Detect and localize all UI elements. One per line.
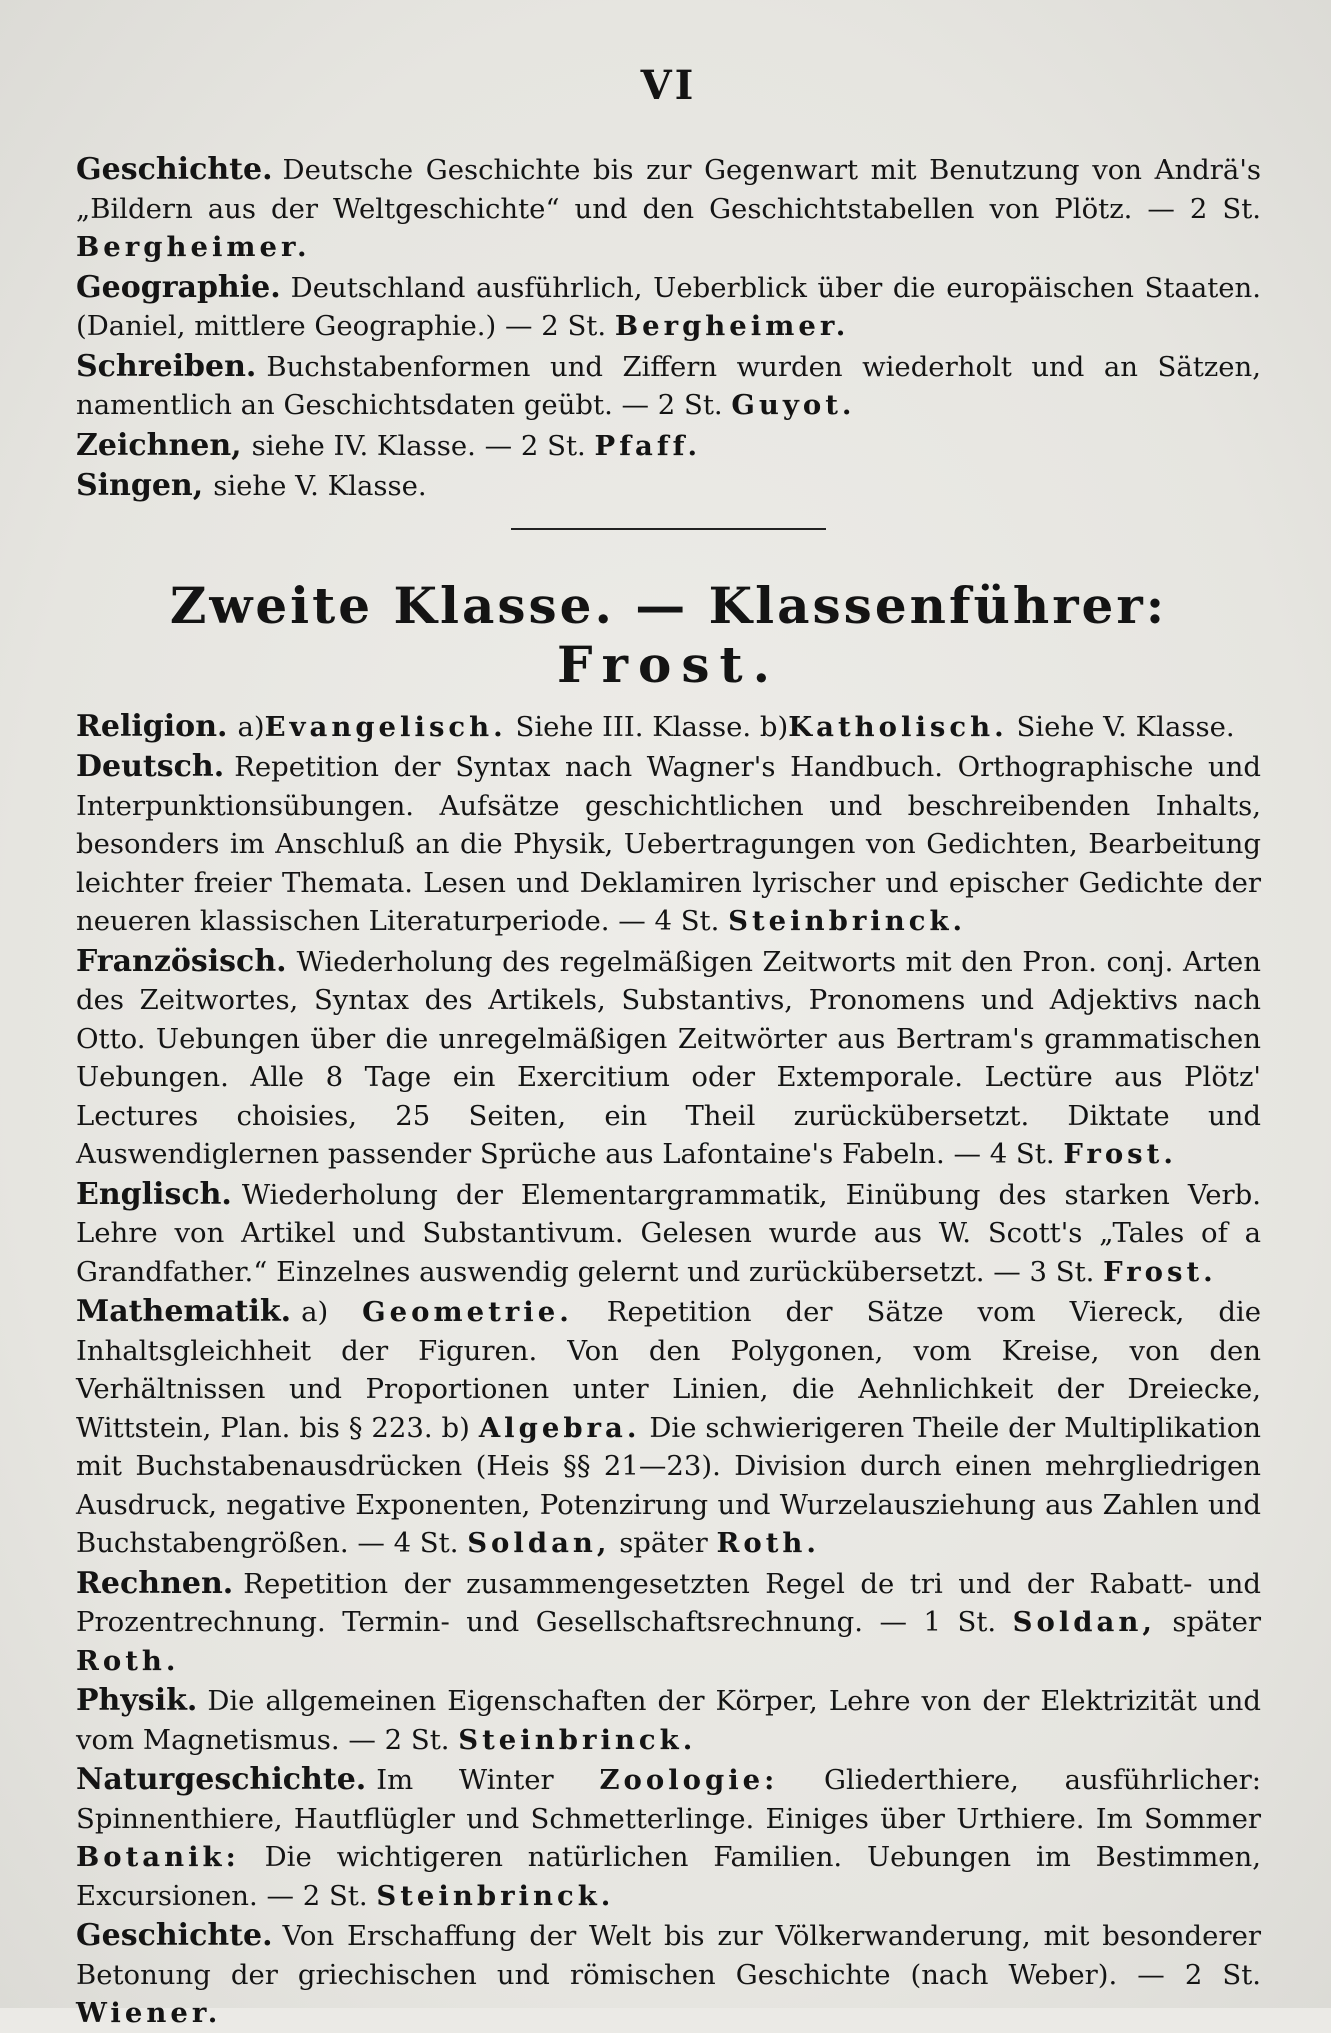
subject-label: Mathematik. [76,1294,292,1329]
spaced-term: Soldan, [1012,1606,1156,1638]
entry-text: siehe V. Klasse. [213,470,427,502]
spaced-term: Roth. [76,1644,180,1677]
spaced-term: Soldan, [467,1527,611,1559]
entry-text: Buchstabenformen und Ziffern wurden wiederholt und an Sätzen, namentlich an Geschichtsdaten geübt. — 2 St. [76,350,1261,421]
entry-religion [76,708,1261,747]
teacher-name: Guyot. [731,389,856,421]
class-heading: Zweite Klasse. — Klassenführer: [169,575,1168,635]
entry-geschichte [76,1917,1261,2033]
entry-text: Im Winter [376,1764,600,1796]
spaced-term: Roth. [716,1527,820,1559]
spaced-term: Algebra. [478,1411,641,1444]
entry-text: Die wichtigeren natürlichen Familien. Uebungen im Bestimmen, Excursionen. — 2 St. [76,1841,1261,1912]
entry-text: Die schwierigeren Theile der Multiplikation mit Buchstabenausdrücken (Heis §§ 21—23). Division durch einen mehrgliedrigen Ausdruck, negative Exponenten, Potenzirung und Wurzelausziehung aus Zahlen und Buchstabengrößen. — 4 St. [76,1411,1261,1559]
subject-label: Französisch. [76,943,287,979]
entry-englisch [76,1176,1261,1292]
spaced-term: Geometrie. [362,1296,573,1328]
subject-label: Naturgeschichte. [76,1762,367,1797]
section-title [76,576,1261,694]
spaced-term: Frost. [1103,1255,1217,1288]
entry-franzoesisch [76,943,1261,1174]
page-number: VI [640,62,697,109]
entry-text: später [1155,1606,1261,1638]
entry-text: Wiederholung der Elementargrammatik, Einübung des starken Verb. Lehre von Artikel und Substantivum. Gelesen wurde aus W. Scott's „Tales of a Grandfather.“ Einzelnes auswendig gelernt und zurückübersetzt. — 3 St. [76,1178,1261,1288]
entry-text: Die allgemeinen Eigenschaften der Körper, Lehre von der Elektrizität und vom Magnetismus. — 2 St. [76,1685,1261,1756]
section-previous-class [76,151,1261,506]
entry-text: Von Erschaffung der Welt bis zur Völkerwanderung, mit besonderer Betonung der griechischen und römischen Geschichte (nach Weber). — 2 St. [76,1920,1261,1991]
entry-text: Repetition der zusammengesetzten Regel de tri und der Rabatt- und Prozentrechnung. Termin- und Gesellschaftsrechnung. — 1 St. [76,1567,1261,1638]
spaced-term: Botanik: [76,1841,240,1873]
section-zweite-klasse [76,708,1261,2033]
teacher-name: Pfaff. [594,429,702,462]
entry-naturgeschichte [76,1761,1261,1915]
entry-deutsch [76,748,1261,941]
subject-label: Englisch. [76,1176,232,1212]
spaced-term: Katholisch. [788,710,1008,743]
entry-text: Siehe V. Klasse. [1007,710,1235,743]
entry-rechnen [76,1565,1261,1681]
spaced-term: Steinbrinck. [728,905,967,937]
entry-text: später [610,1527,717,1559]
entry-schreiben [76,348,1261,425]
entry-text: siehe IV. Klasse. — 2 St. [251,429,586,462]
section-divider [511,528,826,530]
class-teacher: Frost. [557,634,780,694]
spaced-term: Evangelisch. [264,710,507,743]
entry-geographie [76,269,1261,346]
subject-label: Zeichnen, [76,427,242,463]
entry-text: Deutsche Geschichte bis zur Gegenwart mit Benutzung von Andrä's „Bildern aus der Weltgeschichte“ und den Geschichtstabellen von Plötz. — 2 St. [76,154,1261,225]
entry-text: Repetition der Syntax nach Wagner's Handbuch. Orthographische und Interpunktionsübungen. Aufsätze geschichtlichen und beschreibenden Inhalts, besonders im Anschluß an die Physik, Uebertragungen von Gedichten, Bearbeitung leichter freier Themata. Lesen und Deklamiren lyrischer und epischer Gedichte der neueren klassischen Literaturperiode. — 4 St. [76,751,1261,937]
entry-text: Wiederholung des regelmäßigen Zeitworts mit den Pron. conj. Arten des Zeitwortes, Syntax des Artikels, Substantivs, Pronomens und Adjektivs nach Otto. Uebungen über die unregelmäßigen Zeitwörter aus Bertram's grammatischen Uebungen. Alle 8 Tage ein Exercitium oder Extemporale. Lectüre aus Plötz' Lectures choisies, 25 Seiten, ein Theil zurückübersetzt. Diktate und Auswendiglernen passender Sprüche aus Lafontaine's Fabeln. — 4 St. [76,945,1261,1170]
subject-label: Religion. [76,708,228,744]
subject-label: Singen, [76,468,204,503]
subject-label: Geographie. [76,269,281,305]
teacher-name: Bergheimer. [614,310,850,342]
entry-mathematik [76,1293,1261,1563]
subject-label: Schreiben. [76,348,257,384]
subject-label: Geschichte. [76,1918,273,1953]
entry-text: Siehe III. Klasse. b) [506,710,789,743]
subject-label: Rechnen. [76,1565,234,1601]
subject-label: Physik. [76,1683,198,1718]
entry-singen [76,467,1261,506]
entry-text: a) [301,1296,363,1328]
spaced-term: Steinbrinck. [376,1879,615,1912]
entry-text: Deutschland ausführlich, Ueberblick über die europäischen Staaten. (Daniel, mittlere Geographie.) — 2 St. [76,271,1261,342]
entry-text: Repetition der Sätze vom Viereck, die Inhaltsgleichheit der Figuren. Von den Polygonen, vom Kreise, von den Verhältnissen und Proportionen unter Linien, die Aehnlichkeit der Dreiecke, Wittstein, Plan. bis § 223. b) [76,1296,1261,1444]
entry-text: Gliederthiere, ausführlicher: Spinnenthiere, Hautflügler und Schmetterlinge. Einiges über Urthiere. Im Sommer [76,1764,1262,1835]
subject-label: Geschichte. [76,152,273,187]
teacher-name: Bergheimer. [76,231,311,263]
spaced-term: Wiener. [76,1997,222,2029]
entry-geschichte [76,151,1261,267]
entry-text: a) [237,710,265,743]
entry-zeichnen [76,427,1261,466]
spaced-term: Steinbrinck. [458,1723,697,1756]
subject-label: Deutsch. [76,749,225,784]
spaced-term: Frost. [1063,1138,1177,1170]
spaced-term: Zoologie: [599,1764,779,1796]
entry-physik [76,1682,1261,1759]
